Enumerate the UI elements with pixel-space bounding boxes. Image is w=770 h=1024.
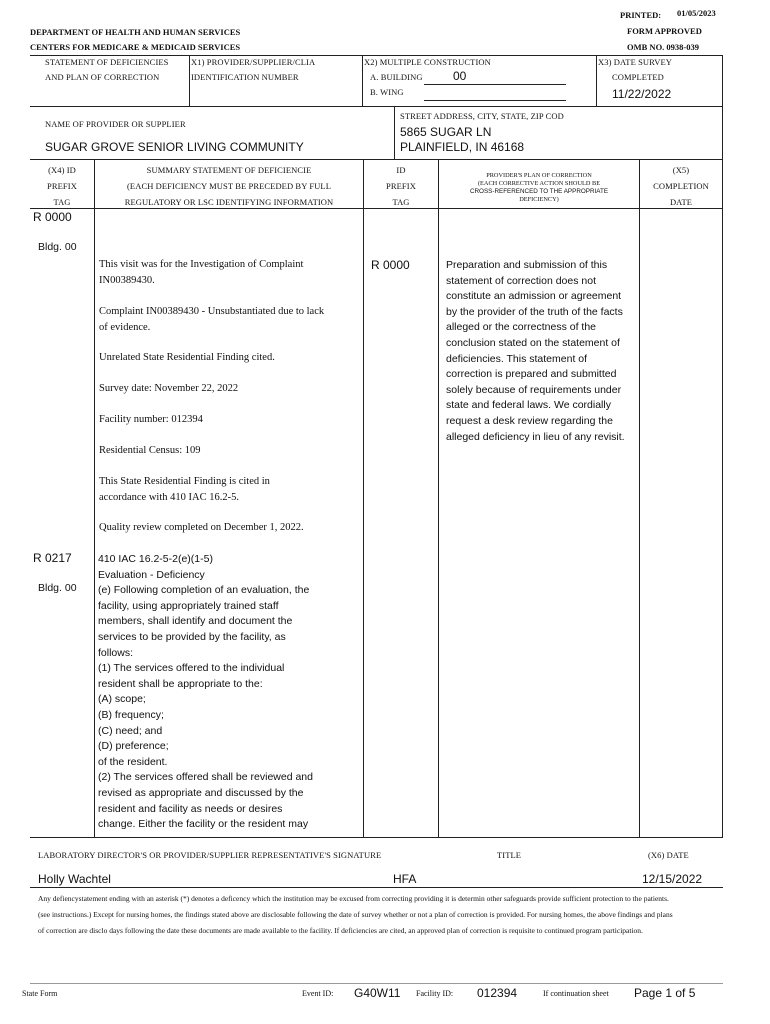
regulation-line: (2) The services offered shall be reviewed and: [98, 771, 313, 784]
regulation-line: (e) Following completion of an evaluation, the: [98, 584, 310, 597]
regulation-line: (1) The services offered to the individual: [98, 662, 285, 675]
footnote-text: Any defiencystatement ending with an asterisk (*) denotes a deficency which the institution may be excused from correcting providing it is determin other safeguards provide sufficient protection to the patients. (see instructions.) Except for nursing homes, the findings stated above are disclosable following the date of survey whether or not a plan of correction is provided. For nursing homes, the above findings and plans of correction are disclo days following the date these documents are made available to the facility. If deficiencies are cited, an approved plan of correction is requisite to continued program participation.: [38, 894, 673, 936]
id-header-1: ID: [396, 165, 406, 175]
summary-para-unrelated: Unrelated State Residential Finding cited.: [99, 352, 275, 363]
divider: [639, 159, 640, 837]
summary-para-facility: Facility number: 012394: [99, 414, 203, 425]
regulation-line: (C) need; and: [98, 724, 163, 737]
x4-header-1: (X4) ID: [48, 165, 76, 175]
divider: [30, 983, 723, 984]
summary-header-1: SUMMARY STATEMENT OF DEFICIENCIE: [146, 165, 312, 175]
building-label: A. BUILDING: [370, 72, 423, 82]
plan-header-3: CROSS-REFERENCED TO THE APPROPRIATE: [469, 188, 609, 195]
regulation-line: (B) frequency;: [98, 708, 164, 721]
building-value: 00: [453, 69, 467, 83]
regulation-line: revised as appropriate and discussed by the: [98, 786, 304, 799]
building-underline: [424, 84, 566, 85]
table-bottom-border: [30, 837, 723, 838]
address-line-1: 5865 SUGAR LN: [400, 125, 492, 139]
x4-header-3: TAG: [53, 197, 71, 207]
divider: [30, 159, 723, 160]
regulation-line: follows:: [98, 646, 134, 659]
x1-label-2: IDENTIFICATION NUMBER: [191, 72, 299, 82]
provider-name-value: SUGAR GROVE SENIOR LIVING COMMUNITY: [45, 140, 304, 154]
plan-header-4: DEFICIENCY): [519, 196, 559, 203]
summary-para-census: Residential Census: 109: [99, 445, 201, 456]
id-prefix-r0000: R 0000: [371, 258, 410, 272]
summary-para-visit: This visit was for the Investigation of Complaint IN00389430.: [99, 259, 304, 286]
plan-of-correction-text: Preparation and submission of this statement of correction does not constitute an admission or agreement by the provider of the truth of the facts alleged or the correctness of the conclusion stated on the statement of deficiencies. This statement of correction is prepared and submitted solely because of requirements under state and federal laws. We cordially request a desk review regarding the alleged deficiency in lieu of any revisit.: [446, 259, 625, 443]
bldg-label-2: Bldg. 00: [38, 582, 77, 594]
title-label: TITLE: [497, 850, 522, 860]
centers-heading: CENTERS FOR MEDICARE & MEDICAID SERVICES: [30, 42, 241, 52]
regulation-line: change. Either the facility or the resident may: [98, 818, 309, 831]
statement-label-1: STATEMENT OF DEFICIENCIES: [45, 57, 169, 67]
address-line-2: PLAINFIELD, IN 46168: [400, 140, 525, 154]
printed-label: PRINTED:: [620, 10, 662, 20]
facility-id-value: 012394: [477, 986, 518, 1000]
x5-header-1: (X5): [672, 165, 690, 175]
provider-name-label: NAME OF PROVIDER OR SUPPLIER: [45, 119, 186, 129]
plan-header-1: PROVIDER'S PLAN OF CORRECTION: [486, 172, 592, 179]
x4-header-2: PREFIX: [47, 181, 77, 191]
summary-para-complaint: Complaint IN00389430 - Unsubstantiated due to lack of evidence.: [99, 306, 325, 333]
summary-header-3: REGULATORY OR LSC IDENTIFYING INFORMATION: [124, 197, 334, 207]
event-id-label: Event ID:: [302, 989, 334, 998]
x5-header-3: DATE: [669, 197, 693, 207]
regulation-line: resident shall be appropriate to the:: [98, 677, 263, 690]
signature-date: 12/15/2022: [642, 872, 703, 886]
form-approved: FORM APPROVED: [627, 26, 702, 36]
department-heading: DEPARTMENT OF HEALTH AND HUMAN SERVICES: [30, 27, 241, 37]
x6-date-label: (X6) DATE: [648, 850, 689, 860]
regulation-line: 410 IAC 16.2-5-2(e)(1-5): [98, 553, 213, 565]
regulation-text: [98, 552, 360, 833]
wing-label: B. WING: [370, 87, 404, 97]
tag-r0000: R 0000: [33, 210, 72, 224]
regulation-line: members, shall identify and document the: [98, 615, 293, 628]
divider: [394, 106, 395, 159]
event-id-value: G40W11: [354, 986, 401, 1000]
x3-label-1: X3) DATE SURVEY: [598, 57, 673, 67]
x3-label-2: COMPLETED: [612, 72, 664, 82]
signature-title: HFA: [393, 872, 417, 886]
page-number: Page 1 of 5: [634, 986, 696, 1000]
wing-underline: [424, 100, 566, 101]
summary-para-quality: Quality review completed on December 1, 2022.: [99, 522, 304, 533]
statement-label-2: AND PLAN OF CORRECTION: [45, 72, 160, 82]
state-form-label: State Form: [22, 989, 58, 998]
regulation-line: (A) scope;: [98, 693, 146, 706]
facility-id-label: Facility ID:: [416, 989, 454, 998]
summary-para-survey-date: Survey date: November 22, 2022: [99, 383, 239, 394]
regulation-line: of the resident.: [98, 755, 168, 768]
regulation-line: resident and facility as needs or desires: [98, 802, 283, 815]
plan-header-2: (EACH CORRECTIVE ACTION SHOULD BE: [477, 180, 601, 187]
divider: [362, 55, 363, 106]
id-header-3: TAG: [392, 197, 410, 207]
address-label: STREET ADDRESS, CITY, STATE, ZIP COD: [400, 111, 564, 121]
divider: [30, 208, 723, 209]
x5-header-2: COMPLETION: [653, 181, 709, 191]
divider: [438, 159, 439, 837]
summary-para-cited: This State Residential Finding is cited in accordance with 410 IAC 16.2-5.: [99, 476, 270, 503]
summary-header-2: (EACH DEFICIENCY MUST BE PRECEDED BY FULL: [126, 181, 332, 191]
printed-date: 01/05/2023: [677, 8, 716, 18]
id-header-2: PREFIX: [386, 181, 416, 191]
divider: [94, 159, 95, 837]
regulation-line: Evaluation - Deficiency: [98, 568, 205, 581]
regulation-line: (D) preference;: [98, 740, 169, 753]
divider: [30, 887, 723, 888]
x2-label: X2) MULTIPLE CONSTRUCTION: [364, 57, 491, 67]
divider: [189, 55, 190, 106]
x1-label-1: X1) PROVIDER/SUPPLIER/CLIA: [191, 57, 316, 67]
table-right-border: [722, 55, 723, 837]
omb-number: OMB NO. 0938-039: [627, 42, 700, 52]
signature-name: Holly Wachtel: [38, 872, 111, 886]
regulation-line: facility, using appropriately trained staff: [98, 599, 279, 612]
table-top-border: [30, 55, 723, 56]
divider: [596, 55, 597, 106]
tag-r0217: R 0217: [33, 551, 72, 565]
divider: [363, 159, 364, 837]
bldg-label-1: Bldg. 00: [38, 241, 77, 253]
regulation-line: services to be provided by the facility, as: [98, 630, 286, 643]
divider: [30, 106, 723, 107]
signature-label: LABORATORY DIRECTOR'S OR PROVIDER/SUPPLIER REPRESENTATIVE'S SIGNATURE: [38, 850, 382, 860]
survey-completed-date: 11/22/2022: [612, 87, 672, 101]
continuation-label: If continuation sheet: [543, 989, 609, 998]
